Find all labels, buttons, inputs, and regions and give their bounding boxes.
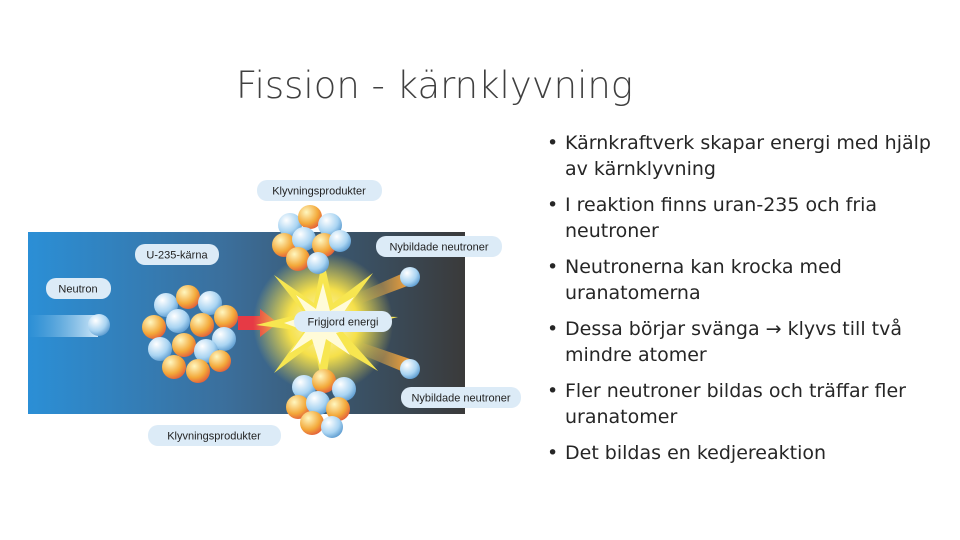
bullet-item: • Fler neutroner bildas och träffar fler uranatomer (544, 378, 944, 430)
svg-text:Nybildade neutroner: Nybildade neutroner (389, 241, 489, 254)
label-neutron (46, 278, 111, 299)
label-nucleus (135, 244, 219, 265)
svg-text:Nybildade neutroner: Nybildade neutroner (411, 392, 511, 405)
label-new-neutrons-top (376, 236, 502, 257)
svg-text:Klyvningsprodukter: Klyvningsprodukter (272, 185, 366, 198)
fission-diagram (28, 175, 528, 450)
bullet-item: • Neutronerna kan krocka med uranatomerna (544, 254, 944, 306)
incoming-neutron (28, 314, 110, 337)
bullet-item: • Dessa börjar svänga → klyvs till två mindre atomer (544, 316, 944, 368)
label-products-bottom (148, 425, 281, 446)
svg-text:Neutron: Neutron (58, 283, 98, 296)
bullet-list (544, 130, 944, 476)
svg-text:U-235-kärna: U-235-kärna (146, 249, 208, 262)
bullet-item: • Kärnkraftverk skapar energi med hjälp av kärnklyvning (544, 130, 944, 182)
bullet-item: • Det bildas en kedjereaktion (544, 440, 944, 466)
slide-title: Fission - kärnklyvning (236, 64, 634, 107)
label-energy (294, 311, 392, 332)
bullet-item: • I reaktion finns uran-235 och fria neutroner (544, 192, 944, 244)
label-products-top (257, 180, 382, 201)
svg-text:Klyvningsprodukter: Klyvningsprodukter (167, 430, 261, 443)
label-new-neutrons-bottom (401, 387, 521, 408)
svg-text:Frigjord energi: Frigjord energi (307, 316, 379, 329)
fission-products-bottom (286, 369, 356, 438)
